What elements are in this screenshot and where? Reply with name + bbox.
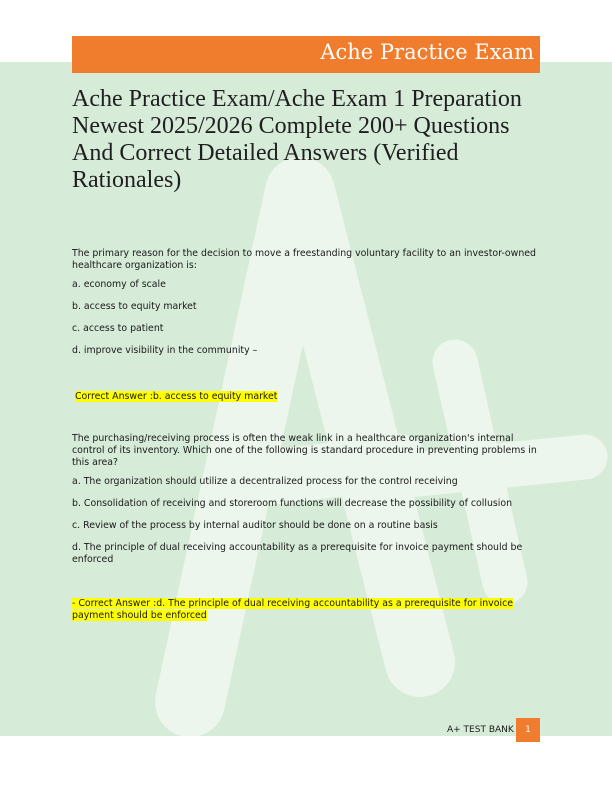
correct-answer-highlight: - Correct Answer :d. The principle of dual receiving accountability as a prerequisite for invoice payment should be enforced [72, 598, 513, 621]
question-block [72, 248, 542, 403]
answer-option: d. The principle of dual receiving accountability as a prerequisite for invoice payment should be enforced [72, 542, 523, 565]
footer-label: A+ TEST BANK [447, 725, 514, 735]
correct-answer-highlight: Correct Answer :b. access to equity market [74, 391, 278, 402]
header-bar [72, 36, 540, 73]
header-title: Ache Practice Exam [320, 40, 534, 64]
document-title: Ache Practice Exam/Ache Exam 1 Preparation Newest 2025/2026 Complete 200+ Questions And Correct Detailed Answers (Verified Rationales) [72, 86, 522, 193]
correct-answer [72, 598, 542, 622]
answer-option: a. The organization should utilize a decentralized process for the control receiving [72, 476, 458, 487]
answer-option: b. Consolidation of receiving and storeroom functions will decrease the possibility of collusion [72, 498, 513, 509]
question-prompt: The purchasing/receiving process is often the weak link in a healthcare organization's internal control of its inventory. Which one of the following is standard procedure in preventing problems in this area? [72, 433, 537, 468]
answer-option: c. Review of the process by internal auditor should be done on a routine basis [72, 520, 438, 531]
page-number: 1 [516, 718, 540, 742]
question-prompt: The primary reason for the decision to move a freestanding voluntary facility to an investor-owned healthcare organization is: [72, 248, 536, 271]
answer-option: d. improve visibility in the community – [72, 345, 258, 356]
answer-option: c. access to patient [72, 323, 164, 334]
document-content [72, 248, 542, 622]
answer-option: b. access to equity market [72, 301, 197, 312]
correct-answer [72, 391, 542, 403]
answer-option: a. economy of scale [72, 279, 166, 290]
question-block [72, 433, 542, 622]
